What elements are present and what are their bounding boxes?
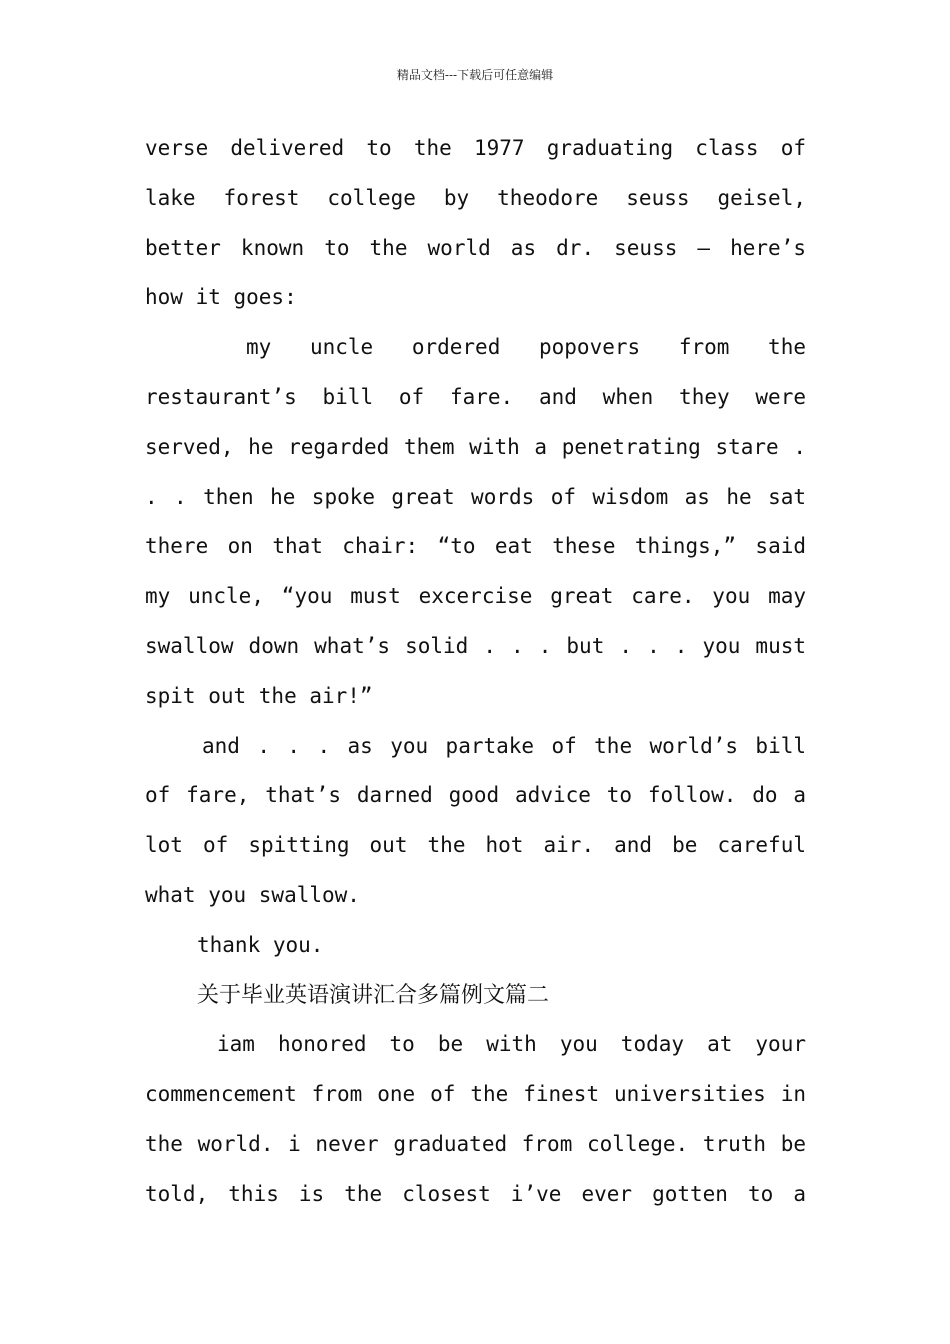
text-line: what you swallow.: [145, 882, 360, 907]
text-line: how it goes:: [145, 285, 297, 310]
text-line: of fare, that’s darned good advice to follow. do a: [145, 783, 806, 808]
text-line: spit out the air!”: [145, 683, 373, 708]
text-line: . . then he spoke great words of wisdom as he sat: [145, 484, 806, 509]
page-header: 精品文档---下载后可任意编辑: [396, 68, 554, 82]
text-line: told, this is the closest i’ve ever gotten to a: [145, 1181, 806, 1206]
section-heading: 关于毕业英语演讲汇合多篇例文篇二: [197, 982, 550, 1008]
text-line: restaurant’s bill of fare. and when they were: [145, 384, 806, 409]
text-line: my uncle, “you must excercise great care. you may: [145, 584, 806, 609]
text-line: thank you.: [197, 932, 324, 957]
text-line: there on that chair: “to eat these things,” said: [145, 534, 806, 559]
text-line: the world. i never graduated from college. truth be: [145, 1131, 806, 1156]
text-line: served, he regarded them with a penetrating stare .: [145, 434, 806, 459]
text-line: lot of spitting out the hot air. and be careful: [145, 833, 806, 858]
text-line: verse delivered to the 1977 graduating class of: [145, 136, 806, 160]
text-line: and . . . as you partake of the world’s bill: [202, 733, 806, 758]
text-line: lake forest college by theodore seuss geisel,: [145, 185, 806, 210]
text-line: my uncle ordered popovers from the: [246, 335, 806, 360]
document-body: [145, 124, 806, 1220]
text-line: swallow down what’s solid . . . but . . . you must: [145, 633, 806, 658]
text-line: iam honored to be with you today at your: [217, 1032, 806, 1057]
text-line: commencement from one of the finest universities in: [145, 1082, 806, 1107]
text-line: better known to the world as dr. seuss – here’s: [145, 235, 806, 260]
